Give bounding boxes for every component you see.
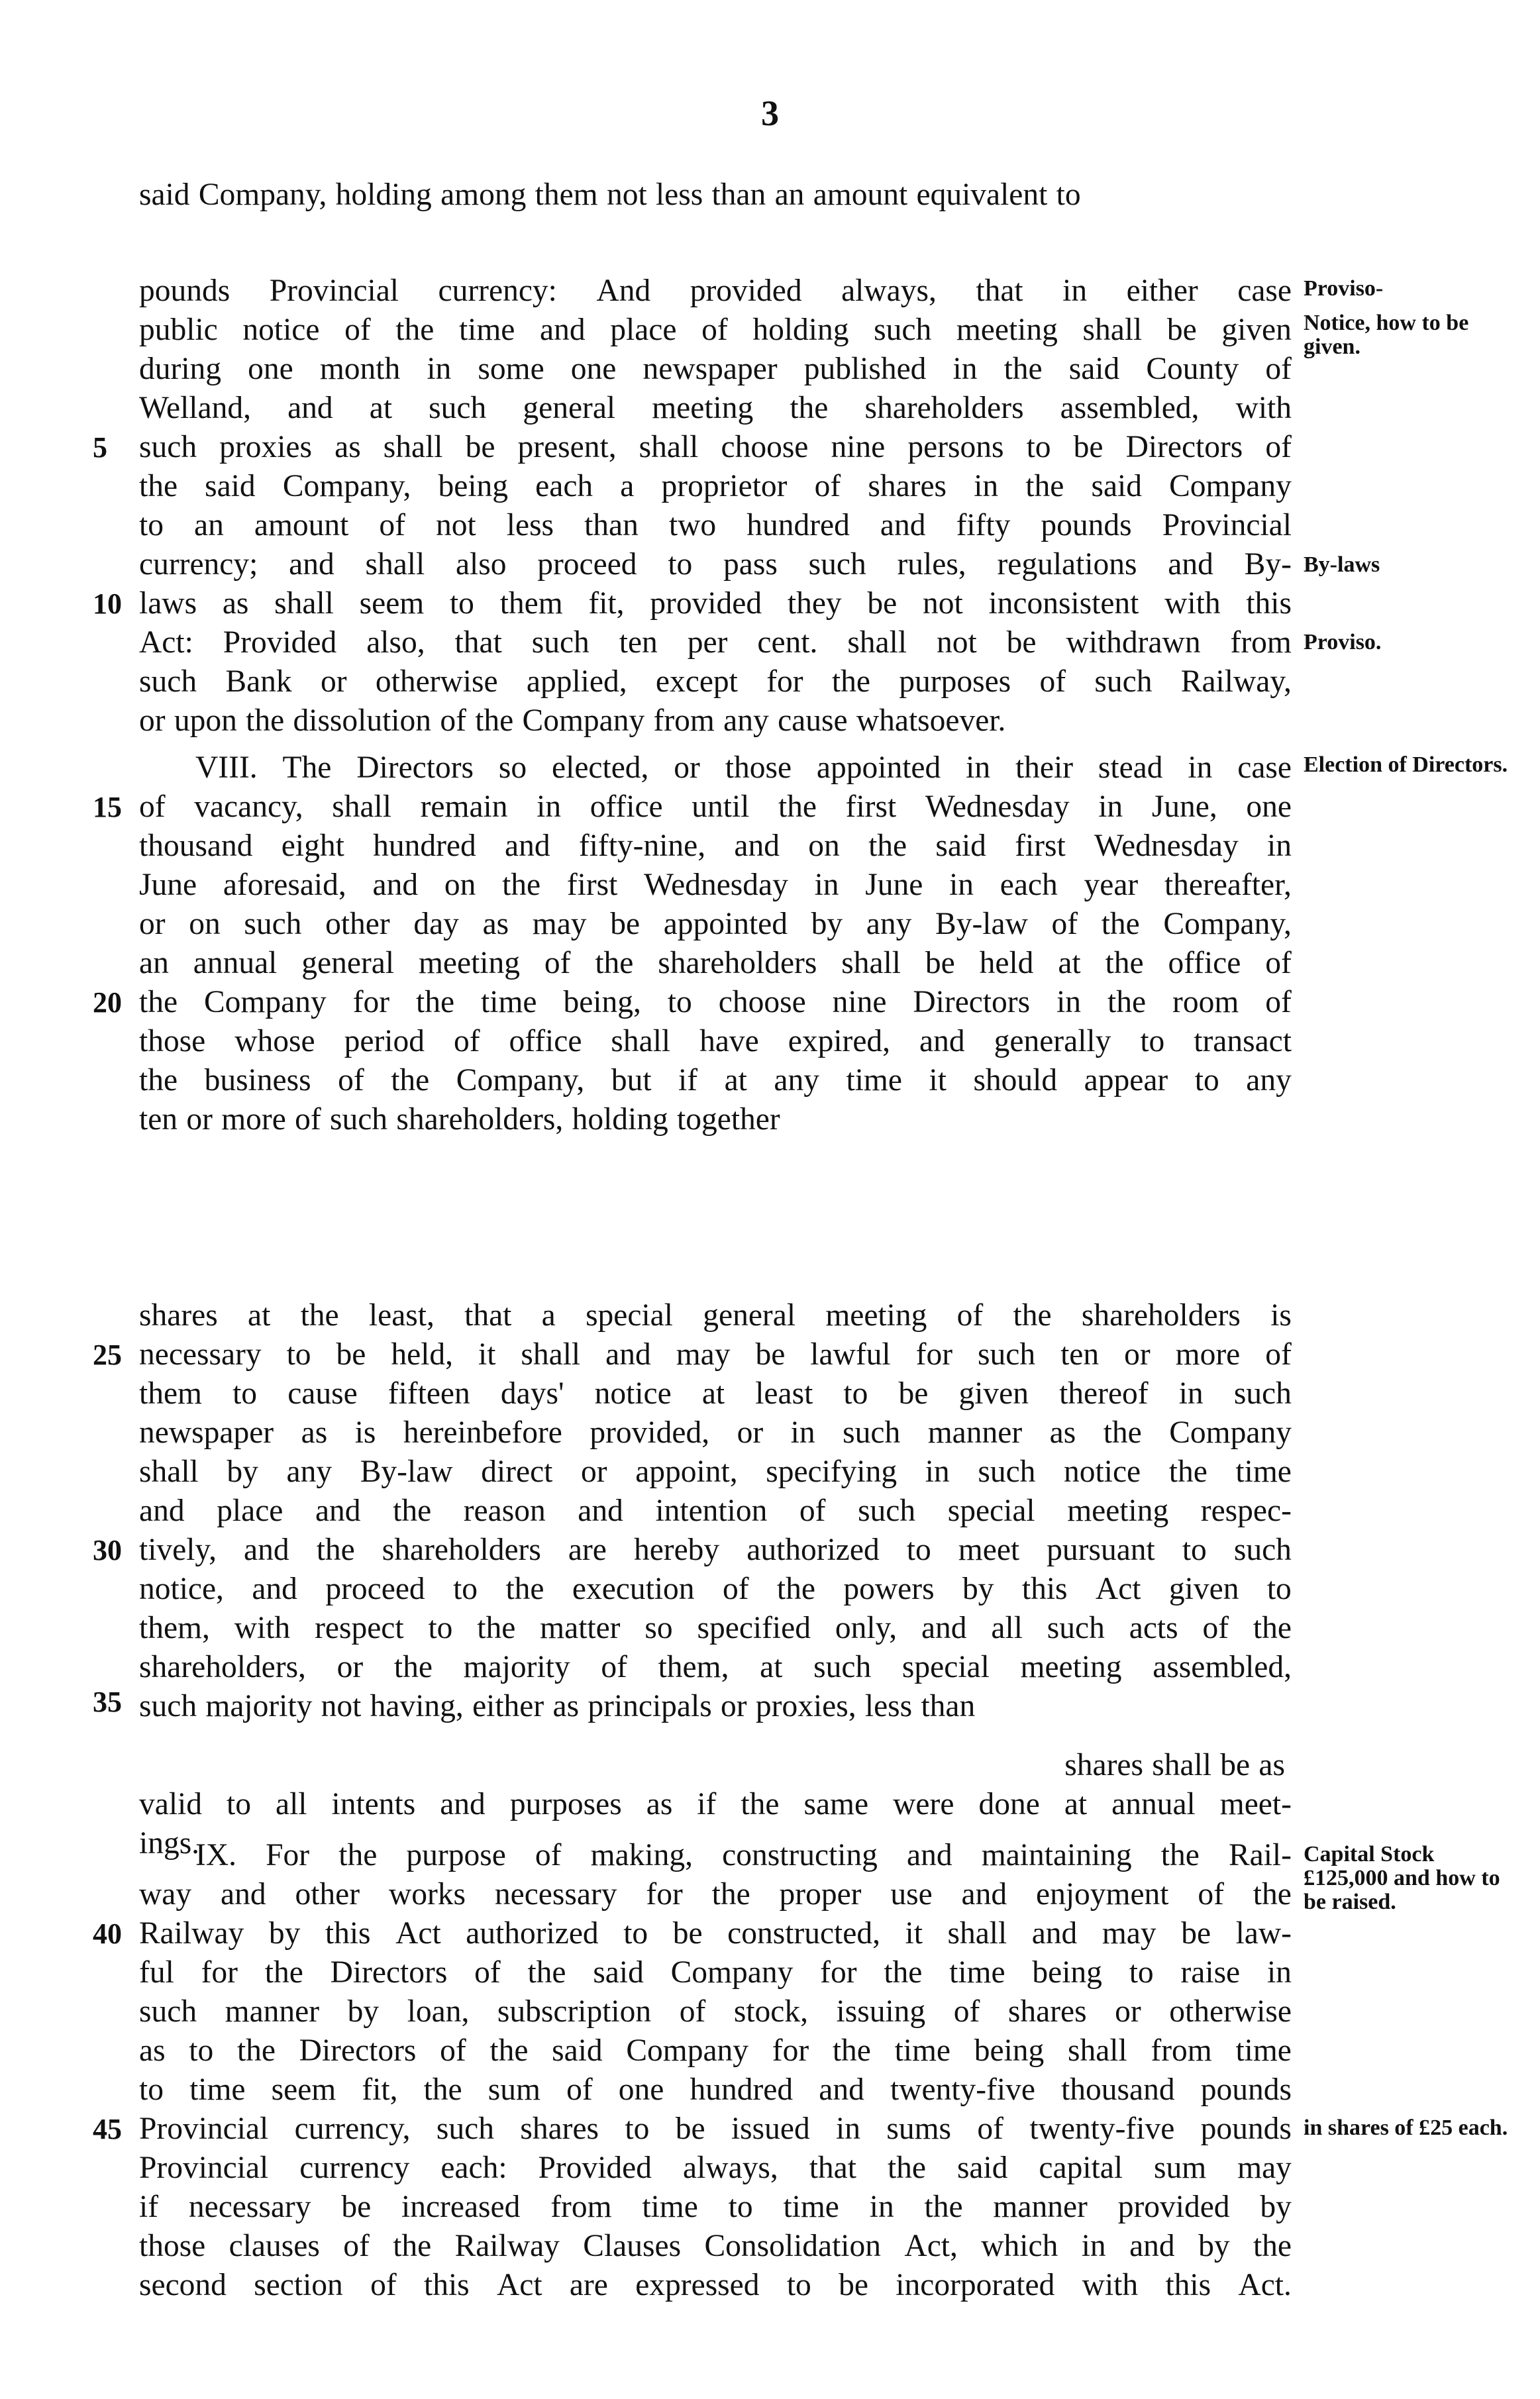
text-line: shareholders, or the majority of them, at such special meeting assembled,: [139, 1650, 1292, 1684]
text-line: as to the Directors of the said Company for the time being shall from time: [139, 2033, 1292, 2068]
line-number: 45: [93, 2113, 122, 2145]
line-number: 10: [93, 587, 122, 620]
text-line: or on such other day as may be appointed by any By-law of the Company,: [139, 907, 1292, 941]
line-number: 5: [93, 431, 107, 464]
text-line: VIII. The Directors so elected, or those appointed in their stead in case: [195, 750, 1292, 785]
text-line: them, with respect to the matter so specified only, and all such acts of the: [139, 1611, 1292, 1645]
text-line: Provincial currency each: Provided always, that the said capital sum may: [139, 2151, 1292, 2185]
paragraph-proviso: [139, 272, 1292, 740]
line-number: 20: [93, 986, 122, 1019]
text-line: IX. For the purpose of making, constructing and maintaining the Rail-: [195, 1838, 1292, 1872]
text-line: thousand eight hundred and fifty-nine, and on the said first Wednesday in: [139, 829, 1292, 863]
text-line: newspaper as is hereinbefore provided, or in such manner as the Company: [139, 1415, 1292, 1450]
text-line: if necessary be increased from time to time in the manner provided by: [139, 2190, 1292, 2224]
page-number: 3: [761, 93, 779, 133]
text-line: an annual general meeting of the shareholders shall be held at the office of: [139, 946, 1292, 980]
text-line: shares at the least, that a special general meeting of the shareholders is: [139, 1298, 1292, 1333]
margin-note-capital-stock: Capital Stock £125,000 and how to be raised.: [1304, 1842, 1500, 1914]
text-line: of vacancy, shall remain in office until the first Wednesday in June, one: [139, 790, 1292, 824]
margin-note-proviso: Proviso.: [1304, 630, 1382, 654]
text-line: and place and the reason and intention of such special meeting respec-: [139, 1494, 1292, 1528]
text-line: those whose period of office shall have expired, and generally to transact: [139, 1024, 1292, 1058]
text-line: June aforesaid, and on the first Wednesday in June in each year thereafter,: [139, 868, 1292, 902]
margin-note-proviso: Proviso-: [1304, 276, 1384, 301]
text-line: said Company, holding among them not less than an amount equivalent to: [139, 178, 1081, 212]
text-line: such manner by loan, subscription of stock, issuing of shares or otherwise: [139, 1994, 1292, 2029]
text-line: ful for the Directors of the said Company for the time being to raise in: [139, 1955, 1292, 1990]
text-line: tively, and the shareholders are hereby authorized to meet pursuant to such: [139, 1533, 1292, 1567]
text-line: such proxies as shall be present, shall choose nine persons to be Directors of: [139, 430, 1292, 464]
text-line: ten or more of such shareholders, holding together: [139, 1102, 780, 1137]
text-line: necessary to be held, it shall and may be lawful for such ten or more of: [139, 1337, 1292, 1372]
paragraph-section-ix: [139, 1836, 1292, 2305]
text-line: valid to all intents and purposes as if the same were done at annual meet-: [139, 1787, 1292, 1821]
text-line: way and other works necessary for the proper use and enjoyment of the: [139, 1877, 1292, 1912]
text-line: the business of the Company, but if at any time it should appear to any: [139, 1063, 1292, 1097]
text-line: to time seem fit, the sum of one hundred and twenty-five thousand pounds: [139, 2072, 1292, 2107]
text-line: Railway by this Act authorized to be constructed, it shall and may be law-: [139, 1916, 1292, 1951]
text-line: to an amount of not less than two hundred and fifty pounds Provincial: [139, 508, 1292, 542]
text-line: such Bank or otherwise applied, except for the purposes of such Railway,: [139, 664, 1292, 699]
text-line: them to cause fifteen days' notice at least to be given thereof in such: [139, 1376, 1292, 1411]
text-line: notice, and proceed to the execution of the powers by this Act given to: [139, 1572, 1292, 1606]
paragraph-opening: [139, 176, 1292, 215]
margin-note-notice: Notice, how to be given.: [1304, 311, 1469, 359]
text-line: such majority not having, either as principals or proxies, less than: [139, 1689, 976, 1723]
margin-note-election: Election of Directors.: [1304, 752, 1508, 777]
paragraph-section-viii: [139, 748, 1292, 1139]
text-line: public notice of the time and place of holding such meeting shall be given: [139, 313, 1292, 347]
text-line: shares shall be as: [1064, 1748, 1285, 1782]
text-line: Provincial currency, such shares to be issued in sums of twenty-five pounds: [139, 2112, 1292, 2146]
margin-note-shares: in shares of £25 each.: [1304, 2116, 1508, 2140]
line-number: 40: [93, 1917, 122, 1950]
line-number: 35: [93, 1686, 122, 1718]
text-line: the said Company, being each a proprietor of shares in the said Company: [139, 469, 1292, 503]
text-line: Act: Provided also, that such ten per cent. shall not be withdrawn from: [139, 625, 1292, 660]
line-number: 30: [93, 1534, 122, 1566]
margin-note-bylaws: By-laws: [1304, 552, 1380, 577]
paragraph-special-meeting: [139, 1296, 1292, 1863]
text-line: laws as shall seem to them fit, provided they be not inconsistent with this: [139, 586, 1292, 621]
line-number: 25: [93, 1339, 122, 1371]
text-line: shall by any By-law direct or appoint, specifying in such notice the time: [139, 1455, 1292, 1489]
text-line: those clauses of the Railway Clauses Consolidation Act, which in and by the: [139, 2229, 1292, 2263]
text-line: the Company for the time being, to choose nine Directors in the room of: [139, 985, 1292, 1019]
text-line: pounds Provincial currency: And provided always, that in either case: [139, 274, 1292, 308]
text-line: second section of this Act are expressed to be incorporated with this Act.: [139, 2268, 1292, 2302]
text-line: during one month in some one newspaper published in the said County of: [139, 352, 1292, 386]
text-line: ings.: [139, 1826, 200, 1861]
text-line: currency; and shall also proceed to pass such rules, regulations and By-: [139, 547, 1292, 582]
text-line: Welland, and at such general meeting the shareholders assembled, with: [139, 391, 1292, 425]
text-line: or upon the dissolution of the Company from any cause whatsoever.: [139, 703, 1006, 738]
line-number: 15: [93, 791, 122, 823]
